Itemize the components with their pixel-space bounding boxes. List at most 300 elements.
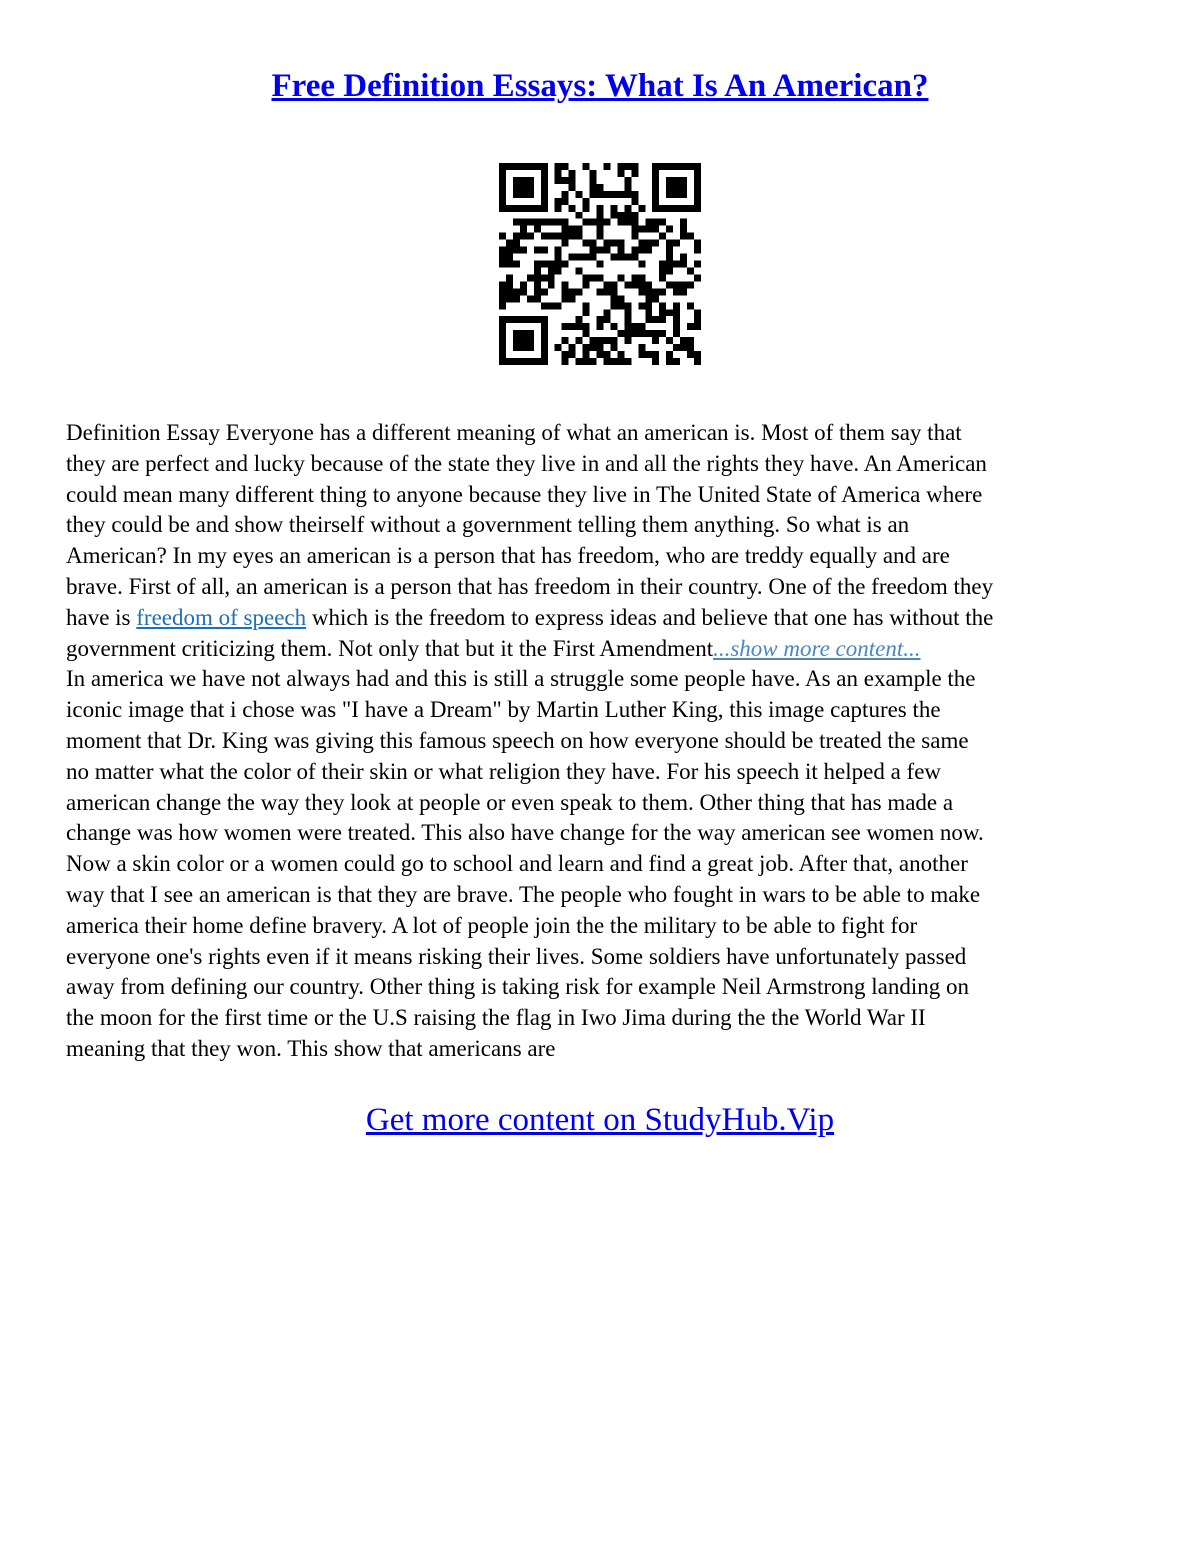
qr-module [666, 163, 673, 170]
qr-module [520, 288, 527, 295]
qr-module [534, 358, 541, 365]
qr-module [645, 330, 652, 337]
qr-module [555, 267, 562, 274]
qr-module [569, 323, 576, 330]
qr-module [555, 170, 562, 177]
qr-module [513, 177, 520, 184]
qr-module [583, 205, 590, 212]
qr-module [520, 205, 527, 212]
qr-module [534, 261, 541, 268]
qr-module [610, 212, 617, 219]
qr-module [583, 323, 590, 330]
qr-module [659, 233, 666, 240]
qr-module [638, 247, 645, 254]
qr-module [645, 295, 652, 302]
qr-module [527, 316, 534, 323]
qr-module [631, 212, 638, 219]
qr-module [534, 288, 541, 295]
qr-module [541, 233, 548, 240]
qr-module [499, 351, 506, 358]
qr-module [617, 274, 624, 281]
qr-module [583, 309, 590, 316]
qr-module [569, 351, 576, 358]
essay-line: america their home define bravery. A lot of people join the the military to be able to fight for [66, 912, 918, 938]
freedom-of-speech-link[interactable]: freedom of speech [136, 604, 307, 630]
qr-module [603, 219, 610, 226]
qr-module [520, 226, 527, 233]
qr-module [694, 358, 701, 365]
qr-module [638, 205, 645, 212]
qr-module [520, 184, 527, 191]
qr-module [590, 274, 597, 281]
qr-module [680, 288, 687, 295]
qr-module [555, 254, 562, 261]
essay-line: everyone one's rights even if it means risking their lives. Some soldiers have unfortunately passed [66, 943, 967, 969]
qr-module [659, 316, 666, 323]
qr-module [673, 288, 680, 295]
qr-module [562, 198, 569, 205]
qr-module [506, 247, 513, 254]
qr-module [597, 184, 604, 191]
qr-module [624, 177, 631, 184]
qr-module [555, 344, 562, 351]
qr-module [652, 184, 659, 191]
qr-module [513, 295, 520, 302]
qr-module [548, 274, 555, 281]
qr-module [694, 163, 701, 170]
qr-module [534, 247, 541, 254]
qr-module [499, 281, 506, 288]
qr-module [590, 254, 597, 261]
qr-module [652, 205, 659, 212]
qr-module [506, 295, 513, 302]
qr-module [652, 191, 659, 198]
qr-module [673, 191, 680, 198]
qr-module [680, 226, 687, 233]
qr-module [555, 219, 562, 226]
qr-module [631, 170, 638, 177]
qr-module [541, 302, 548, 309]
qr-module [520, 247, 527, 254]
qr-module [631, 254, 638, 261]
qr-module [666, 261, 673, 268]
qr-module [513, 240, 520, 247]
qr-module [624, 205, 631, 212]
qr-module [687, 351, 694, 358]
qr-module [659, 205, 666, 212]
qr-module [638, 344, 645, 351]
essay-line: meaning that they won. This show that americans are [66, 1035, 556, 1061]
qr-module [645, 226, 652, 233]
qr-module [624, 212, 631, 219]
qr-module [534, 226, 541, 233]
qr-module [562, 323, 569, 330]
qr-module [659, 309, 666, 316]
qr-module [513, 247, 520, 254]
qr-module [603, 309, 610, 316]
get-more-content-link[interactable]: Get more content on StudyHub.Vip [365, 1102, 835, 1138]
qr-module [673, 163, 680, 170]
qr-module [513, 316, 520, 323]
qr-module [520, 163, 527, 170]
qr-module [548, 219, 555, 226]
qr-module [562, 288, 569, 295]
qr-module [666, 184, 673, 191]
qr-module [499, 330, 506, 337]
essay-text: have is [66, 604, 137, 630]
qr-module [499, 170, 506, 177]
qr-module [569, 295, 576, 302]
qr-module [631, 330, 638, 337]
qr-module [583, 330, 590, 337]
qr-module [562, 191, 569, 198]
qr-module [694, 261, 701, 268]
qr-module [659, 274, 666, 281]
qr-module [652, 316, 659, 323]
qr-module [659, 302, 666, 309]
show-more-content-link[interactable]: ...show more content... [713, 635, 921, 661]
qr-module [569, 184, 576, 191]
qr-module [659, 219, 666, 226]
qr-module [513, 330, 520, 337]
qr-module [652, 198, 659, 205]
qr-module [624, 191, 631, 198]
qr-module [610, 281, 617, 288]
qr-module [527, 233, 534, 240]
qr-module [603, 191, 610, 198]
qr-module [666, 337, 673, 344]
qr-module [541, 323, 548, 330]
qr-module [597, 219, 604, 226]
qr-module [673, 323, 680, 330]
qr-module [645, 247, 652, 254]
qr-module [597, 205, 604, 212]
qr-module [624, 358, 631, 365]
qr-module [638, 302, 645, 309]
qr-module [506, 288, 513, 295]
qr-module [513, 191, 520, 198]
qr-module [576, 226, 583, 233]
qr-module [555, 261, 562, 268]
qr-module [520, 177, 527, 184]
qr-module [548, 233, 555, 240]
qr-module [624, 163, 631, 170]
qr-module [506, 205, 513, 212]
qr-module [513, 184, 520, 191]
qr-module [590, 219, 597, 226]
essay-line-with-link [66, 603, 1146, 634]
qr-module [694, 191, 701, 198]
qr-module [603, 240, 610, 247]
qr-module [645, 316, 652, 323]
qr-module [645, 281, 652, 288]
qr-module [624, 309, 631, 316]
qr-module [527, 274, 534, 281]
qr-module [652, 295, 659, 302]
qr-module [555, 177, 562, 184]
qr-module [673, 358, 680, 365]
qr-module [624, 337, 631, 344]
qr-module [603, 351, 610, 358]
qr-module [631, 233, 638, 240]
qr-module [597, 351, 604, 358]
qr-module [583, 163, 590, 170]
qr-module [652, 240, 659, 247]
qr-module [541, 344, 548, 351]
qr-module [687, 337, 694, 344]
qr-module [541, 247, 548, 254]
qr-module [680, 281, 687, 288]
qr-module [624, 219, 631, 226]
qr-module [610, 344, 617, 351]
qr-module [569, 170, 576, 177]
qr-module [541, 358, 548, 365]
qr-module [694, 198, 701, 205]
qr-module [659, 261, 666, 268]
qr-module [666, 191, 673, 198]
qr-module [499, 316, 506, 323]
qr-module [576, 267, 583, 274]
qr-module [506, 261, 513, 268]
qr-module [610, 254, 617, 261]
qr-module [583, 254, 590, 261]
qr-module [666, 358, 673, 365]
qr-module [603, 337, 610, 344]
qr-module [590, 184, 597, 191]
qr-module [520, 219, 527, 226]
qr-module [680, 177, 687, 184]
qr-module [617, 351, 624, 358]
qr-module [631, 198, 638, 205]
essay-line: away from defining our country. Other thing is taking risk for example Neil Armstrong landing on [66, 974, 969, 1000]
qr-module [645, 351, 652, 358]
qr-module [541, 191, 548, 198]
qr-module [617, 240, 624, 247]
qr-module [562, 177, 569, 184]
qr-module [590, 240, 597, 247]
qr-module [610, 295, 617, 302]
essay-line: american change the way they look at people or even speak to them. Other thing that has made a [66, 789, 954, 815]
qr-module [687, 205, 694, 212]
qr-module [513, 205, 520, 212]
qr-module [680, 163, 687, 170]
essay-body [66, 418, 1146, 1065]
qr-module [652, 177, 659, 184]
qr-module [527, 191, 534, 198]
qr-module [527, 205, 534, 212]
qr-module [527, 295, 534, 302]
qr-module [499, 177, 506, 184]
qr-module [555, 205, 562, 212]
qr-module [694, 170, 701, 177]
qr-module [548, 281, 555, 288]
qr-module [541, 288, 548, 295]
qr-module [638, 274, 645, 281]
qr-module [610, 240, 617, 247]
qr-module [562, 337, 569, 344]
qr-module [631, 247, 638, 254]
qr-module [541, 261, 548, 268]
qr-module [583, 281, 590, 288]
qr-module [541, 330, 548, 337]
qr-module [555, 198, 562, 205]
qr-module [694, 351, 701, 358]
essay-line: could mean many different thing to anyone because they live in The United State of America where [66, 481, 983, 507]
qr-module [680, 219, 687, 226]
essay-line: no matter what the color of their skin or what religion they have. For his speech it helped a few [66, 758, 942, 784]
qr-module [534, 295, 541, 302]
qr-module [576, 323, 583, 330]
qr-module [652, 351, 659, 358]
qr-module [617, 170, 624, 177]
qr-module [555, 233, 562, 240]
qr-module [652, 226, 659, 233]
qr-module [617, 302, 624, 309]
qr-module [513, 163, 520, 170]
essay-line: they could be and show theirself without a government telling them anything. So what is an [66, 512, 910, 538]
qr-module [652, 163, 659, 170]
qr-module [638, 351, 645, 358]
qr-module [603, 316, 610, 323]
qr-module [534, 163, 541, 170]
qr-module [562, 226, 569, 233]
qr-module [527, 330, 534, 337]
qr-module [624, 316, 631, 323]
qr-module [499, 358, 506, 365]
qr-module [603, 281, 610, 288]
qr-module [541, 316, 548, 323]
qr-module [520, 281, 527, 288]
qr-module [666, 281, 673, 288]
qr-module [583, 198, 590, 205]
qr-module [583, 274, 590, 281]
qr-module [548, 267, 555, 274]
qr-module [583, 219, 590, 226]
qr-module [562, 219, 569, 226]
qr-module [520, 233, 527, 240]
qr-module [673, 316, 680, 323]
qr-module [638, 330, 645, 337]
qr-module [562, 295, 569, 302]
qr-module [541, 351, 548, 358]
qr-module [590, 337, 597, 344]
qr-module [617, 219, 624, 226]
qr-module [590, 247, 597, 254]
qr-module [541, 170, 548, 177]
qr-module [631, 226, 638, 233]
qr-module [597, 247, 604, 254]
qr-module [673, 240, 680, 247]
qr-module [541, 205, 548, 212]
qr-module [513, 261, 520, 268]
qr-module [652, 330, 659, 337]
qr-module [666, 205, 673, 212]
qr-module [610, 337, 617, 344]
qr-module [541, 274, 548, 281]
qr-module [513, 337, 520, 344]
qr-module [687, 281, 694, 288]
qr-module [652, 358, 659, 365]
qr-module [694, 323, 701, 330]
qr-module [659, 330, 666, 337]
qr-module [513, 233, 520, 240]
essay-line: Now a skin color or a women could go to school and learn and find a great job. After that, another [66, 851, 968, 877]
qr-module [499, 184, 506, 191]
qr-module [638, 261, 645, 268]
qr-module [680, 191, 687, 198]
qr-module [666, 177, 673, 184]
qr-module [499, 344, 506, 351]
qr-module [597, 191, 604, 198]
qr-module [499, 337, 506, 344]
qr-module [631, 281, 638, 288]
essay-line: the moon for the first time or the U.S raising the flag in Iwo Jima during the the World War II [66, 1005, 926, 1031]
qr-module [666, 254, 673, 261]
qr-module [527, 337, 534, 344]
qr-module [555, 163, 562, 170]
qr-module [673, 184, 680, 191]
qr-module [499, 191, 506, 198]
essay-line: In america we have not always had and this is still a struggle some people have. As an example the [66, 666, 976, 692]
qr-module [513, 288, 520, 295]
qr-module [506, 316, 513, 323]
qr-module [597, 274, 604, 281]
qr-module [680, 261, 687, 268]
qr-module [638, 281, 645, 288]
qr-module [499, 302, 506, 309]
qr-module [666, 226, 673, 233]
essay-line-with-show-more [66, 634, 1146, 665]
qr-module [513, 358, 520, 365]
essay-text: which is the freedom to express ideas and believe that one has without the [306, 604, 994, 630]
qr-module [499, 261, 506, 268]
essay-line: American? In my eyes an american is a person that has freedom, who are treddy equally and are [66, 543, 950, 569]
qr-module [694, 274, 701, 281]
essay-line: way that I see an american is that they are brave. The people who fought in wars to be able to make [66, 881, 981, 907]
qr-module [603, 358, 610, 365]
qr-module [645, 309, 652, 316]
qr-module [569, 288, 576, 295]
qr-module [527, 184, 534, 191]
essay-line: brave. First of all, an american is a person that has freedom in their country. One of the freedom they [66, 573, 994, 599]
qr-module [499, 254, 506, 261]
qr-module [631, 191, 638, 198]
qr-module [610, 191, 617, 198]
page-title-link[interactable]: Free Definition Essays: What Is An American? [271, 68, 929, 104]
qr-module [576, 212, 583, 219]
qr-module [645, 288, 652, 295]
qr-module [562, 233, 569, 240]
qr-module [659, 267, 666, 274]
qr-module [597, 337, 604, 344]
qr-module [631, 163, 638, 170]
qr-module [562, 351, 569, 358]
qr-module [534, 316, 541, 323]
qr-module [555, 302, 562, 309]
qr-module [569, 344, 576, 351]
qr-module [694, 309, 701, 316]
qr-module [624, 302, 631, 309]
qr-module [590, 358, 597, 365]
qr-module [541, 337, 548, 344]
qr-module [624, 184, 631, 191]
qr-module [610, 323, 617, 330]
qr-module [555, 247, 562, 254]
qr-module [617, 212, 624, 219]
qr-module [666, 309, 673, 316]
qr-module [617, 247, 624, 254]
qr-module [680, 344, 687, 351]
